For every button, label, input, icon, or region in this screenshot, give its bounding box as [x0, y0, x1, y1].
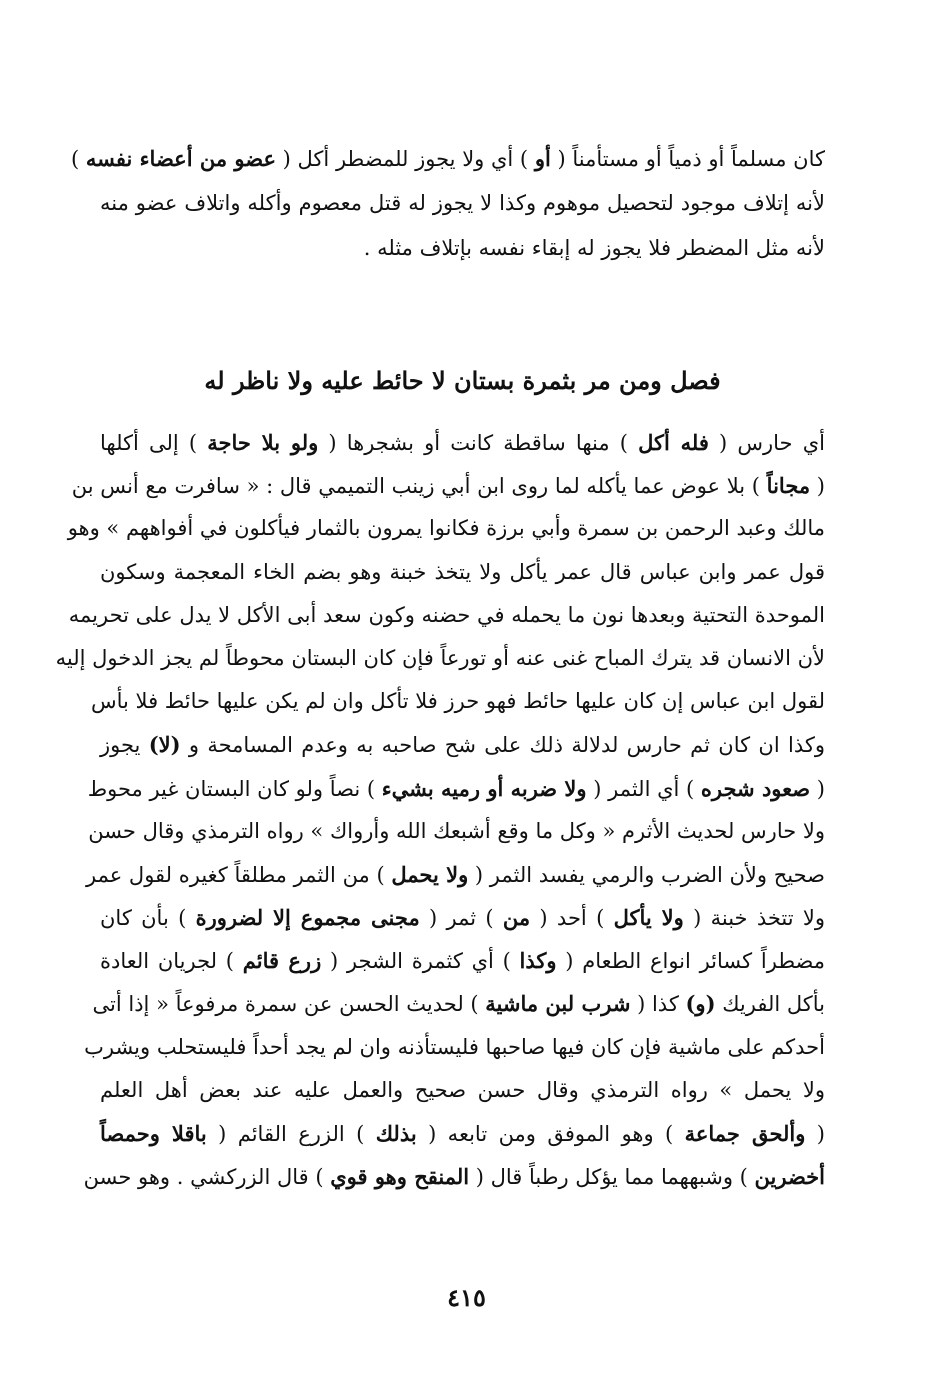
bold-matn-text: شرب لبن ماشية [485, 991, 631, 1017]
bold-matn-text: مجنى مجموع إلا لضرورة [195, 905, 420, 931]
text-line [87, 767, 825, 810]
commentary-text: صحيح ولأن الضرب والرمي يفسد الثمر ( [468, 862, 825, 887]
text-line [100, 1112, 825, 1155]
commentary-text: ( [805, 1122, 825, 1146]
text-line [84, 1026, 825, 1069]
commentary-text: ) الزرع القائم ( [206, 1122, 376, 1146]
commentary-text: ) إلى أكلها [100, 431, 208, 455]
bold-matn-text: صعود شجره [700, 775, 811, 801]
commentary-text: ) منها ساقطة كانت أو بشجرها ( [318, 431, 639, 455]
page-number: ٤١٥ [447, 1283, 486, 1312]
text-line [100, 939, 825, 982]
commentary-text: ) لجريان العادة [100, 949, 243, 974]
text-line [100, 1069, 825, 1112]
commentary-text: لأن الانسان قد يترك المباح غنى عنه أو تورعاً فإن كان البستان محوطاً لم يجز الدخول إليه [55, 645, 825, 670]
commentary-text: ) لحديث الحسن عن سمرة مرفوعاً « إذا أتى [92, 992, 486, 1017]
text-line [68, 594, 825, 637]
commentary-text: كان مسلماً أو ذمياً أو مستأمناً ( [550, 147, 825, 171]
text-line [100, 551, 825, 594]
commentary-text: لأنه مثل المضطر فلا يجوز له إبقاء نفسه بإتلاف مثله . [363, 236, 825, 260]
commentary-text: لقول ابن عباس إن كان عليها حائط فهو حرز فلا تأكل وان لم يكن عليها حائط فلا بأس [91, 689, 825, 714]
bold-matn-text: أو [534, 146, 551, 171]
text-line [100, 181, 825, 226]
bold-matn-text: مجاناً [766, 473, 811, 499]
body-paragraph [55, 421, 826, 1198]
commentary-text: كذا ( [630, 992, 686, 1017]
bold-matn-text: (لا) [148, 732, 181, 758]
commentary-text: ) ثمر ( [419, 906, 503, 931]
bold-matn-text: ولو بلا حاجة [207, 430, 319, 455]
commentary-text: ولا يحمل » رواه الترمذي وقال حسن صحيح والعمل عليه عند بعض أهل العلم [100, 1077, 825, 1102]
bold-matn-text: وألحق جماعة [684, 1121, 806, 1146]
bold-matn-text: المنقح وهو قوي [330, 1164, 470, 1190]
commentary-text: ( [810, 776, 825, 801]
bold-matn-text: وكذا [519, 948, 557, 974]
commentary-text: ) أي الثمر ( [586, 776, 701, 801]
bold-matn-text: أخضرين [754, 1164, 825, 1190]
text-line [55, 637, 825, 680]
bold-matn-text: من [502, 905, 531, 931]
bold-matn-text: فله أكل [638, 430, 709, 455]
commentary-text: ) نصاً ولو كان البستان غير محوط [87, 776, 382, 801]
bold-matn-text: زرع قائم [242, 948, 322, 974]
commentary-text: ) [71, 147, 86, 171]
commentary-text: ولا حارس لحديث الأثرم « وكل ما وقع أشبعك الله وأرواك » رواه الترمذي وقال حسن [88, 818, 825, 843]
bold-matn-text: ولا يحمل [391, 861, 469, 887]
commentary-text: ) وهو الموفق ومن تابعه ( [416, 1122, 685, 1146]
bold-matn-text: ولا يأكل [613, 905, 684, 931]
text-line [83, 1155, 825, 1198]
commentary-text: ( [810, 474, 825, 499]
bold-matn-text: عضو من أعضاء نفسه [85, 146, 276, 171]
commentary-text: الموحدة التحتية وبعدها نون ما يحمله في حضنه وكون سعد أبى الأكل لا يدل على تحريمه [68, 602, 825, 627]
commentary-text: ) بأن كان [100, 906, 196, 931]
section-heading: فصل ومن مر بثمرة بستان لا حائط عليه ولا ناظر له [204, 366, 721, 395]
commentary-text: ) أي ولا يجوز للمضطر أكل ( [275, 147, 535, 171]
text-line [100, 723, 825, 766]
text-line [91, 680, 825, 723]
bold-matn-text: باقلا وحمصاً [100, 1121, 207, 1146]
bold-matn-text: ولا ضربه أو رميه بشيء [381, 775, 587, 801]
text-line [71, 136, 825, 181]
commentary-text: ) وشبههما مما يؤكل رطباً قال ( [469, 1165, 755, 1190]
commentary-text: أي حارس ( [708, 431, 825, 455]
commentary-text: أحدكم على ماشية فإن كان فيها صاحبها فليستأذنه وان لم يجد أحداً فليستحلب ويشرب [84, 1034, 825, 1059]
text-line [86, 853, 825, 896]
commentary-text: ) بلا عوض عما يأكله لما روى ابن أبي زينب التميمي قال : « سافرت مع أنس بن [71, 474, 767, 499]
text-line [92, 982, 825, 1025]
commentary-text: ولا تتخذ خبنة ( [683, 906, 826, 931]
commentary-text: ) أحد ( [530, 906, 614, 931]
text-line [67, 507, 825, 550]
text-line [71, 464, 825, 507]
bold-matn-text: بذلك [375, 1121, 417, 1146]
commentary-text: بأكل الفريك [715, 992, 825, 1017]
commentary-text: ) من الثمر مطلقاً كغيره لقول عمر [86, 862, 392, 887]
commentary-text: مضطراً كسائر انواع الطعام ( [556, 949, 826, 974]
text-line [100, 896, 825, 939]
bold-matn-text: (و) [685, 991, 716, 1017]
text-line [100, 421, 825, 464]
commentary-text: قول عمر وابن عباس قال عمر يأكل ولا يتخذ خبنة وهو بضم الخاء المعجمة وسكون [100, 559, 825, 584]
commentary-text: ) أي كثمرة الشجر ( [321, 949, 520, 974]
text-line [88, 810, 825, 853]
commentary-text: ) قال الزركشي . وهو حسن [83, 1165, 331, 1190]
commentary-text: يجوز [100, 733, 149, 758]
commentary-text: لأنه إتلاف موجود لتحصيل موهوم وكذا لا يجوز له قتل معصوم وأكله واتلاف عضو منه [100, 191, 825, 215]
commentary-text: وكذا ان كان ثم حارس لدلالة ذلك على شح صاحبه به وعدم المسامحة و [180, 733, 825, 758]
commentary-text: مالك وعبد الرحمن بن سمرة وأبي برزة فكانوا يمرون بالثمار فيأكلون في أفواههم » وهو [67, 516, 825, 541]
text-line [100, 226, 825, 271]
intro-paragraph [71, 136, 825, 271]
